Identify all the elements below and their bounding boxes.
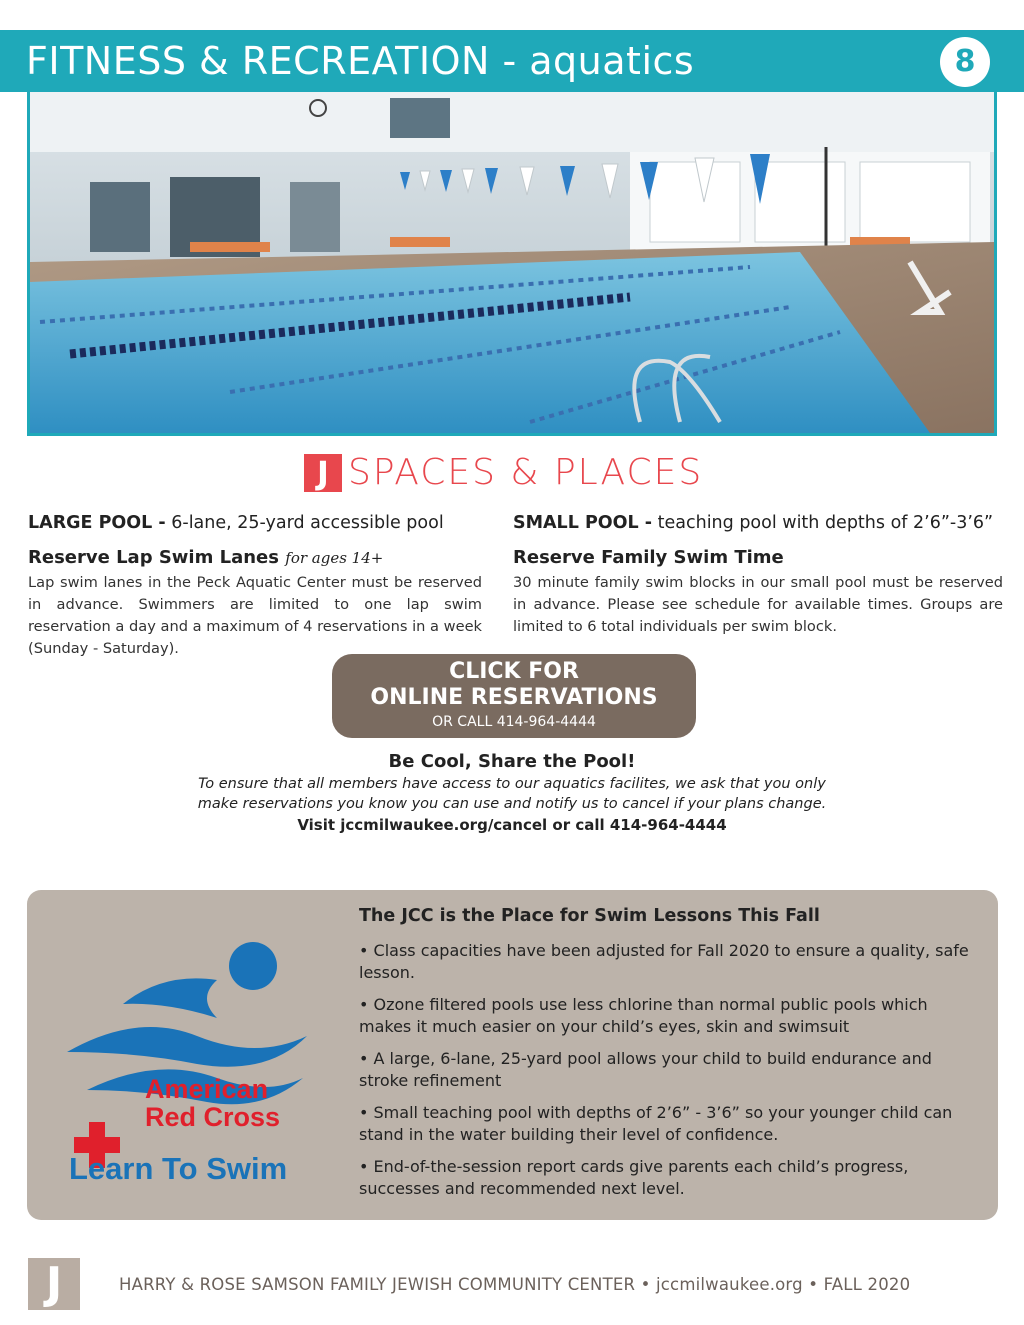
cta-phone: OR CALL 414-964-4444 [432,714,596,730]
lap-swim-heading [28,546,482,570]
family-swim-body: 30 minute family swim blocks in our small pool must be reserved in advance. Please see schedule for available times. Groups are limited to 6 total individuals per swim block. [513,574,1003,635]
lesson-bullet: • Small teaching pool with depths of 2’6” - 3’6” so your younger child can stand in the water building their level of confidence. [359,1103,953,1144]
red-cross-text [145,1075,280,1131]
footer-text: HARRY & ROSE SAMSON FAMILY JEWISH COMMUNITY CENTER • jccmilwaukee.org • FALL 2020 [119,1275,911,1294]
share-pool-title: Be Cool, Share the Pool! [388,751,636,772]
share-pool-notice [150,750,874,836]
small-pool-detail: teaching pool with depths of 2’6”-3’6” [657,513,994,533]
large-pool-heading [28,510,482,536]
large-pool-detail: 6-lane, 25-yard accessible pool [171,513,444,533]
swim-lessons-title: The JCC is the Place for Swim Lessons This Fall [359,906,820,926]
lesson-bullet: • Ozone filtered pools use less chlorine than normal public pools which makes it much easier on your child’s eyes, skin and swimsuit [359,995,928,1036]
small-pool-label: SMALL POOL - [513,513,653,533]
cta-line-1: CLICK FOR [449,659,579,684]
pool-photo [27,92,997,436]
lap-swim-age-note: for ages 14+ [285,549,384,567]
share-pool-text-1: To ensure that all members have access to our aquatics facilites, we ask that you only [198,776,826,792]
spaces-logo-text: SPACES & PLACES [348,452,704,493]
share-pool-text-2: make reservations you know you can use and notify us to cancel if your plans change. [197,796,827,812]
red-cross-line-1: American [145,1074,269,1104]
page-number-badge: 8 [940,37,990,87]
small-pool-section [513,510,1003,638]
learn-to-swim-text: Learn To Swim [69,1151,288,1186]
spaces-and-places-logo [304,452,724,496]
page-title: FITNESS & RECREATION - aquatics [26,39,695,83]
online-reservations-button[interactable] [332,654,696,738]
small-pool-heading [513,510,1003,536]
red-cross-line-2: Red Cross [145,1102,281,1132]
cta-line-2: ONLINE RESERVATIONS [370,685,658,710]
large-pool-label: LARGE POOL - [28,513,166,533]
swim-lessons-content [359,904,969,1210]
lesson-bullet: • A large, 6-lane, 25-yard pool allows your child to build endurance and stroke refinement [359,1049,932,1090]
lap-swim-body: Lap swim lanes in the Peck Aquatic Center must be reserved in advance. Swimmers are limited to one lap swim reservation a day and a maximum of 4 reservations in a week (Sunday - Saturday). [28,574,482,657]
family-swim-heading: Reserve Family Swim Time [513,547,784,568]
lesson-bullet: • End-of-the-session report cards give parents each child’s progress, successes and recommended next level. [359,1157,909,1198]
swim-lessons-panel [27,890,998,1220]
cancel-link[interactable]: Visit jccmilwaukee.org/cancel or call 414-964-4444 [297,816,727,834]
page-header [0,30,1024,92]
lap-swim-title: Reserve Lap Swim Lanes [28,547,279,568]
lesson-bullet: • Class capacities have been adjusted for Fall 2020 to ensure a quality, safe lesson. [359,941,969,982]
jcc-logo: J [28,1258,80,1310]
large-pool-section [28,510,482,660]
spaces-logo-j: J [304,454,342,492]
